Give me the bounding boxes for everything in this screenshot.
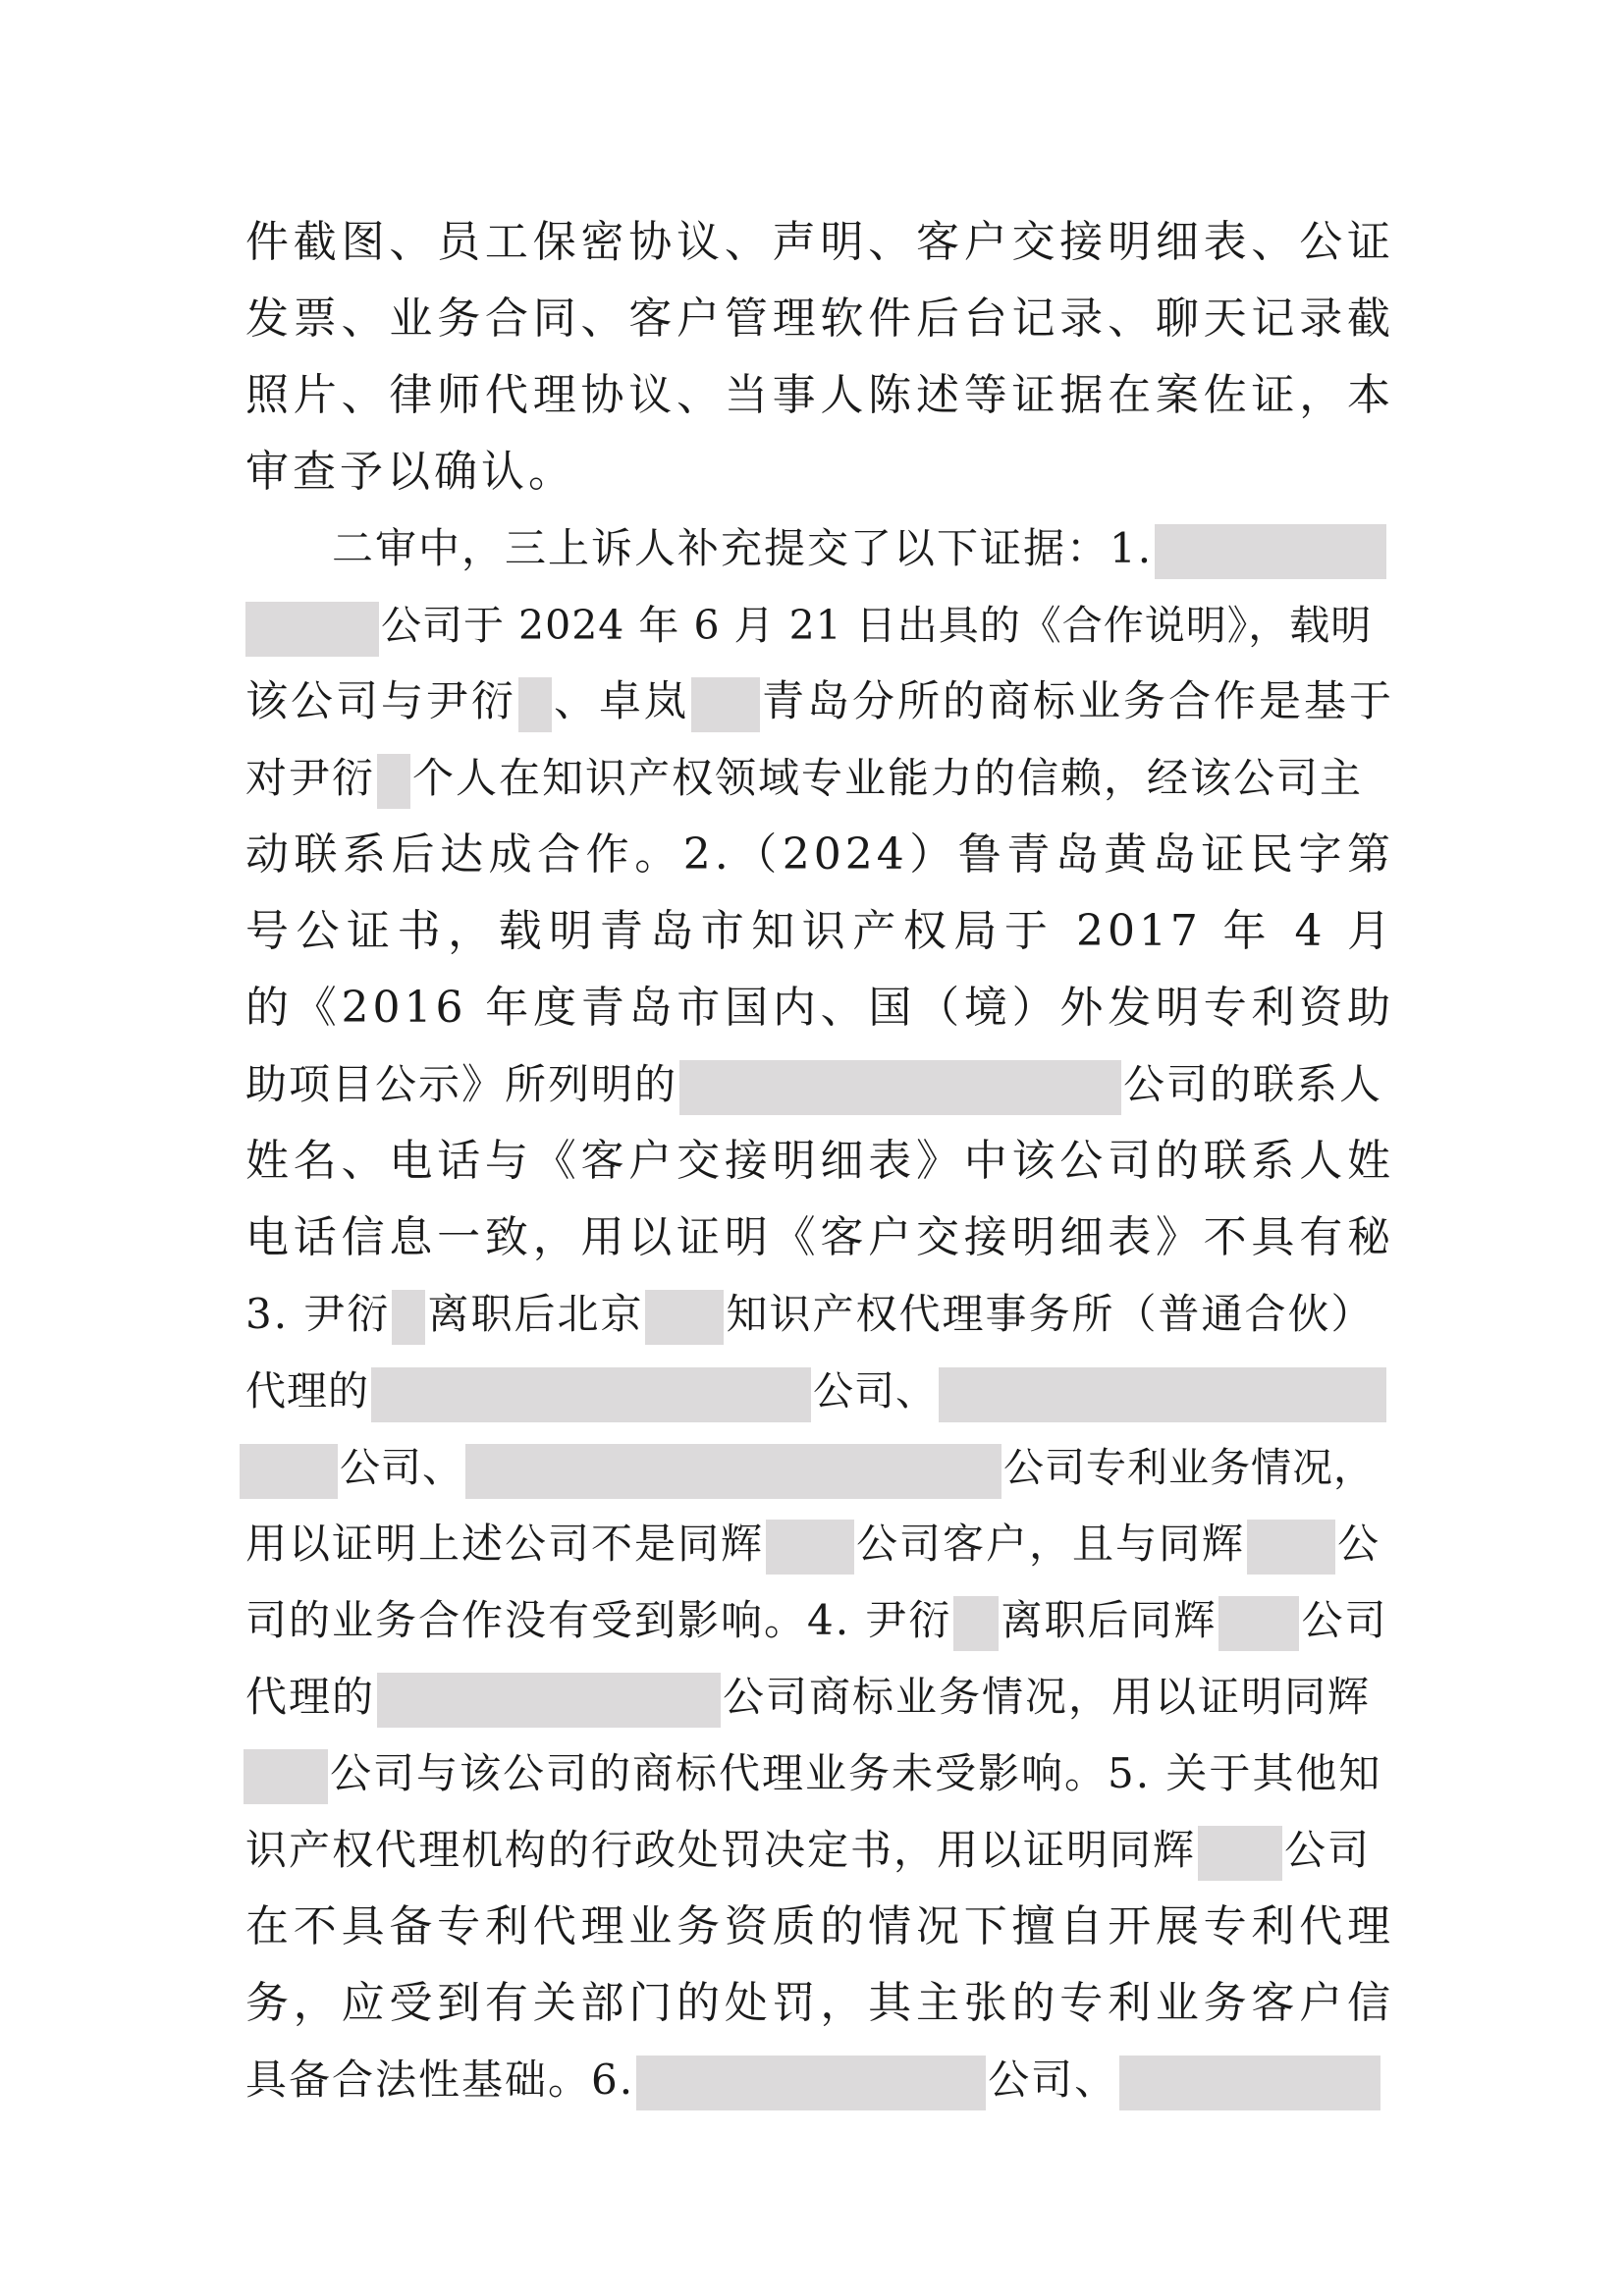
redaction-block <box>518 677 552 732</box>
text-segment: 公司、 <box>340 1444 463 1491</box>
text-segment: 助项目公示》所列明的 <box>245 1060 678 1108</box>
text-line <box>245 817 1394 893</box>
redaction-block <box>392 1290 425 1345</box>
redaction-block <box>240 1444 338 1499</box>
redaction-block <box>1119 2056 1380 2110</box>
text-line <box>240 1429 1388 1506</box>
text-segment: 公司 <box>1301 1596 1388 1644</box>
text-segment: 公 <box>1337 1520 1381 1568</box>
redaction-block <box>465 1444 1001 1499</box>
text-line <box>245 1353 1394 1429</box>
text-segment: 公司于 2024 年 6 月 21 日出具的《合作说明》，载明 <box>381 602 1373 649</box>
text-line <box>245 1506 1394 1582</box>
redaction-block <box>766 1520 854 1575</box>
redaction-block <box>1198 1826 1282 1881</box>
text-segment: 电话信息一致，用以证明《客户交接明细表》不具有秘 <box>245 1212 1394 1262</box>
text-segment: 青岛分所的商标业务合作是基于 <box>762 677 1394 726</box>
text-segment: 发票、业务合同、客户管理软件后台记录、聊天记录截 <box>245 294 1394 344</box>
text-segment: 件截图、员工保密协议、声明、客户交接明细表、公证 <box>245 217 1394 267</box>
text-segment: 具备合法性基础。6. <box>245 2056 635 2104</box>
text-line <box>245 2042 1394 2118</box>
text-segment: 动联系后达成合作。2.（2024）鲁青岛黄岛证民字第 <box>245 829 1394 880</box>
text-segment: 公司专利业务情况， <box>1003 1444 1375 1491</box>
paragraph-start-line <box>332 510 1394 587</box>
text-segment: 二审中，三上诉人补充提交了以下证据：1. <box>332 524 1154 572</box>
redaction-block <box>645 1290 724 1345</box>
text-segment: 公司 <box>1284 1826 1372 1874</box>
text-line <box>245 1659 1394 1735</box>
text-segment: 公司的联系人 <box>1123 1060 1383 1108</box>
text-line <box>245 357 1394 434</box>
text-line <box>245 1965 1394 2042</box>
text-segment: 3. 尹衍 <box>245 1290 391 1338</box>
text-segment: 识产权代理机构的行政处罚决定书，用以证明同辉 <box>245 1826 1197 1874</box>
text-line <box>245 970 1394 1046</box>
redaction-block <box>636 2056 986 2110</box>
text-line <box>245 1276 1394 1353</box>
text-line <box>245 1582 1394 1659</box>
text-line <box>245 204 1394 281</box>
text-segment: 务，应受到有关部门的处罚，其主张的专利业务客户信 <box>245 1978 1394 2028</box>
text-line <box>245 1123 1394 1200</box>
text-segment: 公司客户，且与同辉 <box>856 1520 1246 1568</box>
text-segment: 知识产权代理事务所（普通合伙） <box>726 1290 1375 1338</box>
text-segment: 司的业务合作没有受到影响。4. 尹衍 <box>245 1596 952 1644</box>
text-segment: 公司、 <box>813 1367 937 1415</box>
redaction-block <box>953 1596 999 1651</box>
text-line <box>245 587 1394 664</box>
text-segment: 号公证书，载明青岛市知识产权局于 2017 年 4 月 <box>245 906 1394 956</box>
text-segment: 、卓岚 <box>554 677 689 726</box>
text-line <box>245 664 1394 740</box>
text-segment: 用以证明上述公司不是同辉 <box>245 1520 765 1568</box>
text-line <box>245 1046 1394 1123</box>
text-line <box>245 893 1394 970</box>
text-segment: 该公司与尹衍 <box>245 677 516 726</box>
text-segment: 离职后北京 <box>427 1290 644 1338</box>
redaction-block <box>1155 524 1386 579</box>
redaction-block <box>1218 1596 1299 1651</box>
text-line <box>244 1735 1392 1812</box>
text-segment: 离职后同辉 <box>1001 1596 1218 1644</box>
text-line <box>245 434 1394 510</box>
redaction-block <box>691 677 760 732</box>
redaction-block <box>371 1367 811 1422</box>
text-segment: 照片、律师代理协议、当事人陈述等证据在案佐证，本 <box>245 370 1394 420</box>
text-segment: 审查予以确认。 <box>245 447 575 497</box>
text-segment: 在不具备专利代理业务资质的情况下擅自开展专利代理 <box>245 1901 1394 1951</box>
text-line <box>245 1812 1394 1889</box>
redaction-block <box>244 1749 328 1804</box>
text-segment: 的《2016 年度青岛市国内、国（境）外发明专利资助 <box>245 983 1394 1033</box>
text-segment: 代理的 <box>245 1367 369 1415</box>
text-line <box>245 1200 1394 1276</box>
text-line <box>245 281 1394 357</box>
redaction-block <box>377 1673 721 1728</box>
redaction-block <box>939 1367 1386 1422</box>
text-segment: 姓名、电话与《客户交接明细表》中该公司的联系人姓 <box>245 1136 1394 1186</box>
redaction-block <box>1247 1520 1335 1575</box>
redaction-block <box>377 754 410 809</box>
text-segment: 对尹衍 <box>245 754 376 802</box>
text-segment: 公司与该公司的商标代理业务未受影响。5. 关于其他知 <box>330 1749 1382 1797</box>
text-segment: 公司、 <box>988 2056 1118 2104</box>
text-line <box>245 740 1394 817</box>
text-line <box>245 1889 1394 1965</box>
text-segment: 代理的 <box>245 1673 376 1721</box>
text-segment: 个人在知识产权领域专业能力的信赖，经该公司主 <box>412 754 1364 802</box>
text-segment: 公司商标业务情况，用以证明同辉 <box>723 1673 1372 1721</box>
redaction-block <box>245 602 379 657</box>
redaction-block <box>679 1060 1121 1115</box>
